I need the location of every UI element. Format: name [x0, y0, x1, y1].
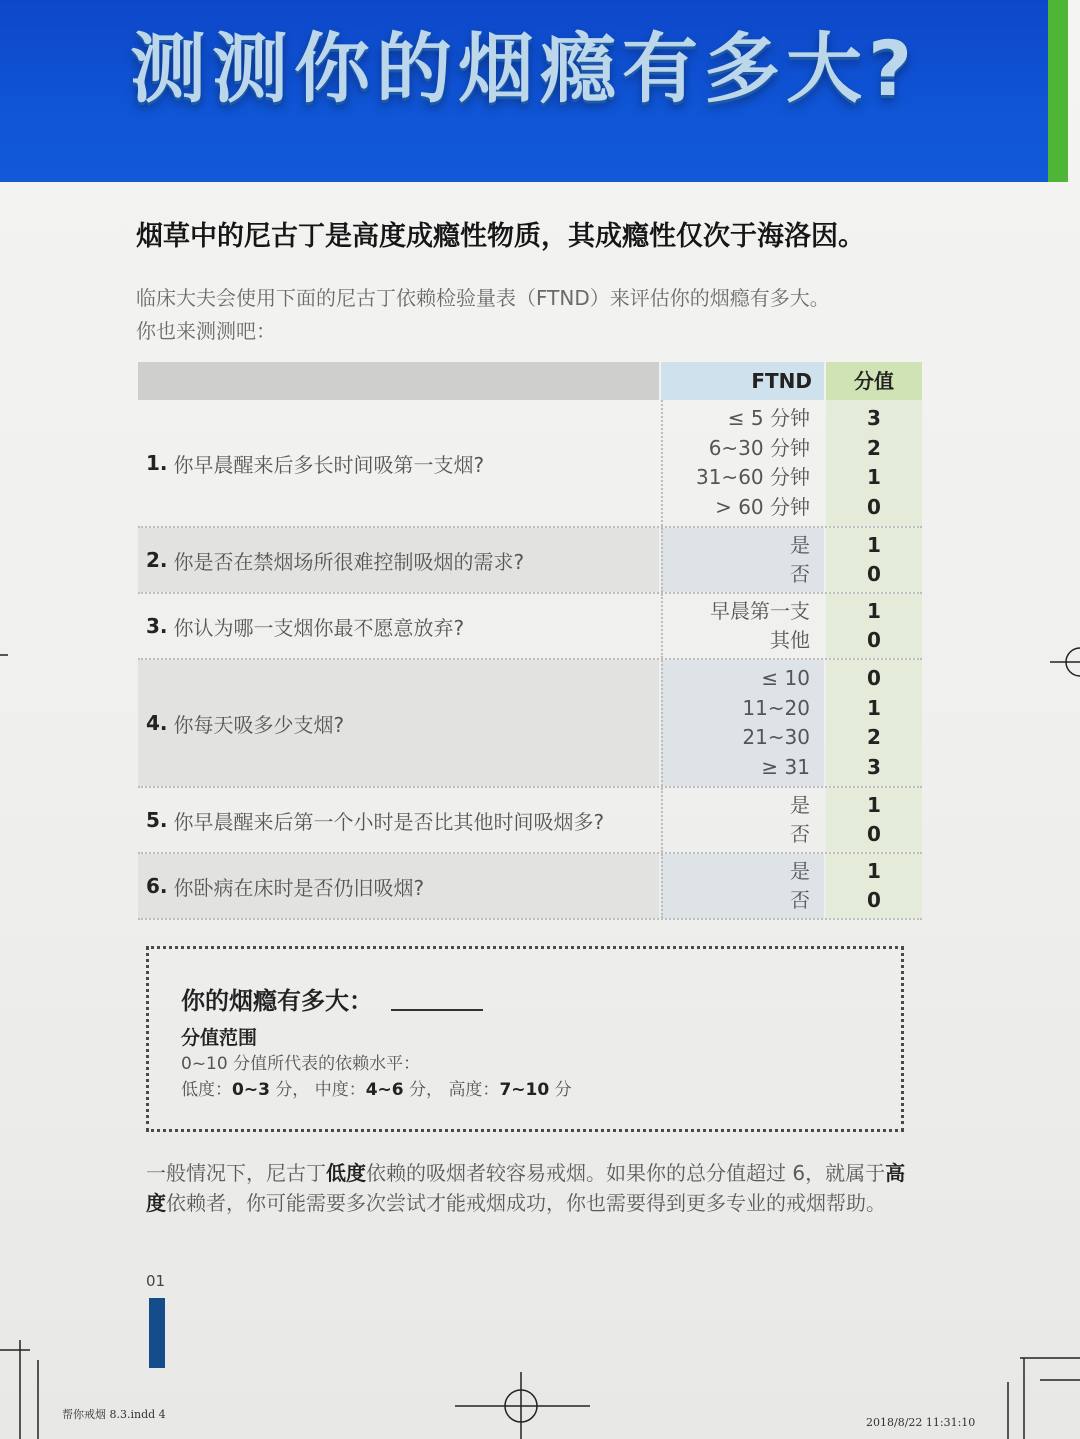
scores-cell	[826, 400, 922, 526]
option-label: 是	[790, 532, 810, 557]
intro-line: 临床大夫会使用下面的尼古丁依赖检验量表（FTND）来评估你的烟瘾有多大。	[136, 286, 830, 310]
options-cell	[661, 528, 824, 592]
option-score: 1	[867, 465, 881, 489]
option-score: 0	[867, 628, 881, 652]
option-label: 否	[790, 562, 810, 586]
ftnd-table	[138, 362, 922, 920]
table-row	[138, 400, 922, 528]
option-label: 否	[790, 822, 810, 846]
option-score: 2	[867, 435, 881, 460]
question-text: 你每天吸多少支烟?	[173, 712, 345, 737]
option-label: 6~30 分钟	[708, 435, 810, 460]
footer-filename: 帮你戒烟 8.3.indd 4	[62, 1408, 166, 1421]
option-label: ≥ 31	[761, 754, 810, 779]
table-row	[138, 788, 922, 854]
level-high-range: 7~10	[499, 1080, 550, 1100]
registration-mark-icon	[1050, 640, 1080, 684]
crop-mark-icon	[0, 648, 10, 662]
intro-text	[136, 282, 936, 348]
level-low-range: 0~3	[232, 1080, 270, 1100]
crop-mark-icon	[0, 1340, 44, 1439]
options-cell	[661, 788, 824, 852]
table-row	[138, 660, 922, 788]
closing-text: 依赖者，你可能需要多次尝试才能戒烟成功，你也需要得到更多专业的戒烟帮助。	[166, 1191, 886, 1215]
question-cell	[138, 788, 659, 852]
question-number: 2.	[146, 548, 168, 572]
option-label: 其他	[770, 628, 810, 652]
page-number-bar	[149, 1298, 165, 1368]
result-box	[146, 946, 904, 1132]
option-score: 3	[867, 754, 881, 779]
closing-paragraph	[146, 1158, 916, 1218]
question-text: 你早晨醒来后多长时间吸第一支烟?	[173, 452, 485, 477]
score-blank-line[interactable]	[391, 1009, 483, 1011]
question-cell	[138, 660, 659, 786]
level-low-label: 低度：	[181, 1080, 232, 1100]
level-mid-label: 中度：	[314, 1080, 366, 1100]
option-score: 1	[867, 858, 881, 883]
options-cell	[661, 854, 824, 918]
option-label: 早晨第一支	[710, 598, 810, 623]
question-number: 1.	[146, 451, 168, 475]
option-label: ≤ 5 分钟	[727, 406, 810, 430]
table-row	[138, 854, 922, 920]
banner-title: 测测你的烟瘾有多大?	[129, 24, 919, 113]
score-range-heading: 分值范围	[181, 1027, 258, 1049]
option-score: 2	[867, 725, 881, 749]
question-number: 6.	[146, 874, 168, 898]
question-text: 你认为哪一支烟你最不愿意放弃?	[173, 615, 465, 640]
option-score: 0	[867, 822, 881, 846]
option-score: 0	[867, 666, 881, 690]
question-cell	[138, 854, 659, 918]
closing-emphasis: 高度	[146, 1161, 906, 1215]
level-unit: 分	[554, 1080, 572, 1100]
options-cell	[661, 660, 824, 786]
result-title: 你的烟瘾有多大：	[181, 987, 373, 1015]
header-blank-cell	[138, 362, 659, 400]
header-ftnd: FTND	[661, 362, 824, 400]
header-score: 分值	[826, 362, 922, 400]
table-row	[138, 528, 922, 594]
scores-cell	[826, 788, 922, 852]
question-cell	[138, 400, 659, 526]
option-score: 1	[867, 598, 881, 623]
option-label: > 60 分钟	[715, 494, 810, 519]
option-score: 1	[867, 695, 881, 720]
question-number: 4.	[146, 711, 168, 735]
question-cell	[138, 528, 659, 592]
level-unit: 分，	[275, 1080, 310, 1100]
question-text: 你早晨醒来后第一个小时是否比其他时间吸烟多?	[173, 809, 605, 834]
option-label: 是	[790, 858, 810, 883]
option-label: 是	[790, 792, 810, 817]
footer-timestamp: 2018/8/22 11:31:10	[866, 1416, 976, 1429]
headline: 烟草中的尼古丁是高度成瘾性物质，其成瘾性仅次于海洛因。	[136, 221, 865, 252]
closing-emphasis: 低度	[326, 1161, 366, 1185]
score-range-desc: 0~10 分值所代表的依赖水平：	[181, 1054, 421, 1074]
option-label: ≤ 10	[761, 666, 810, 690]
table-row	[138, 594, 922, 660]
level-mid-range: 4~6	[365, 1080, 404, 1100]
option-score: 3	[867, 406, 881, 430]
options-cell	[661, 594, 824, 658]
option-score: 1	[867, 792, 881, 817]
crop-mark-icon	[1000, 1350, 1080, 1439]
closing-text: 一般情况下，尼古丁	[146, 1161, 326, 1185]
scores-cell	[826, 528, 922, 592]
option-label: 否	[790, 888, 810, 912]
scores-cell	[826, 594, 922, 658]
closing-text: 依赖的吸烟者较容易戒烟。如果你的总分值超过 6，就属于	[366, 1161, 886, 1185]
level-unit: 分，	[409, 1080, 444, 1100]
question-text: 你是否在禁烟场所很难控制吸烟的需求?	[173, 549, 525, 574]
page-number: 01	[146, 1272, 166, 1290]
title-banner	[0, 0, 1048, 182]
level-high-label: 高度：	[448, 1080, 500, 1100]
option-label: 31~60 分钟	[695, 465, 810, 489]
option-score: 1	[867, 532, 881, 557]
option-score: 0	[867, 494, 881, 519]
dependency-levels	[181, 1075, 572, 1100]
question-number: 5.	[146, 808, 168, 832]
scores-cell	[826, 660, 922, 786]
question-text: 你卧病在床时是否仍旧吸烟?	[173, 875, 425, 900]
table-header	[138, 362, 922, 400]
option-label: 11~20	[742, 695, 810, 720]
options-cell	[661, 400, 824, 526]
question-number: 3.	[146, 614, 168, 638]
intro-line: 你也来测测吧：	[136, 319, 276, 343]
option-score: 0	[867, 888, 881, 912]
question-cell	[138, 594, 659, 658]
scores-cell	[826, 854, 922, 918]
registration-mark-icon	[455, 1372, 590, 1439]
option-score: 0	[867, 562, 881, 586]
banner-green-stripe	[1048, 0, 1068, 182]
option-label: 21~30	[742, 725, 810, 749]
